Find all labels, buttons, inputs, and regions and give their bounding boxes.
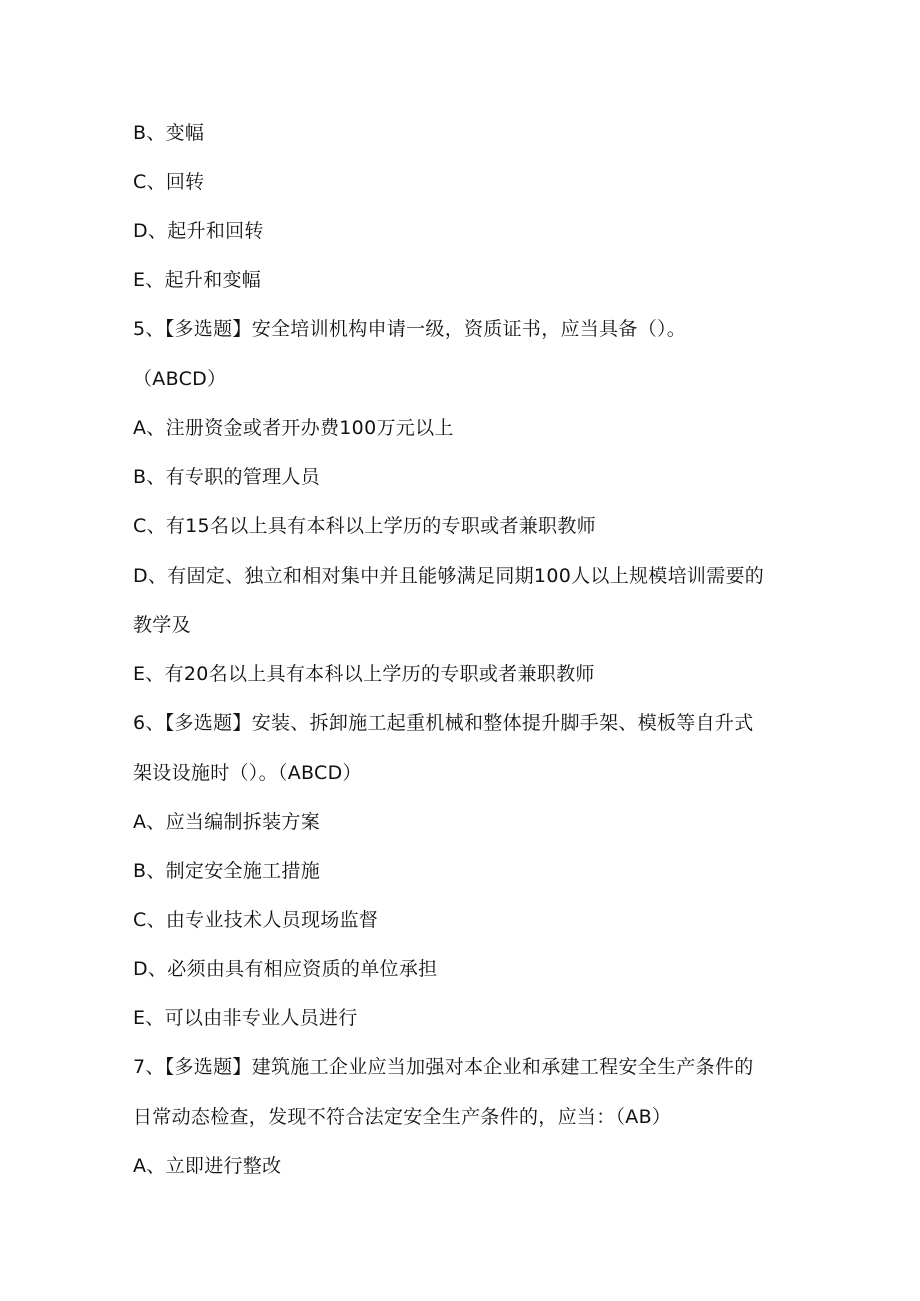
option-line: B、有专职的管理人员 — [133, 466, 321, 488]
option-line: E、可以由非专业人员进行 — [133, 1007, 358, 1029]
option-line: E、有20名以上具有本科以上学历的专职或者兼职教师 — [133, 663, 595, 685]
option-line: D、起升和回转 — [133, 220, 264, 242]
option-line: A、应当编制拆装方案 — [133, 811, 320, 833]
option-line-continued: 教学及 — [133, 614, 191, 636]
option-line: A、注册资金或者开办费100万元以上 — [133, 417, 454, 439]
option-line: B、制定安全施工措施 — [133, 860, 321, 882]
question-line-continued: 日常动态检查，发现不符合法定安全生产条件的，应当：（AB） — [133, 1106, 672, 1128]
option-line: C、由专业技术人员现场监督 — [133, 909, 379, 931]
question-line: 6、【多选题】安装、拆卸施工起重机械和整体提升脚手架、模板等自升式 — [133, 712, 754, 734]
question-line: 5、【多选题】安全培训机构申请一级，资质证书，应当具备（）。 — [133, 318, 687, 340]
option-line: D、必须由具有相应资质的单位承担 — [133, 958, 438, 980]
option-line: A、立即进行整改 — [133, 1155, 282, 1177]
option-line: C、回转 — [133, 171, 205, 193]
answer-line: （ABCD） — [133, 368, 227, 390]
question-line: 7、【多选题】建筑施工企业应当加强对本企业和承建工程安全生产条件的 — [133, 1056, 754, 1078]
option-line: D、有固定、独立和相对集中并且能够满足同期100人以上规模培训需要的 — [133, 565, 765, 587]
option-line: E、起升和变幅 — [133, 269, 262, 291]
option-line: B、变幅 — [133, 122, 205, 144]
option-line: C、有15名以上具有本科以上学历的专职或者兼职教师 — [133, 515, 596, 537]
question-line-continued: 架设设施时（）。（ABCD） — [133, 762, 362, 784]
